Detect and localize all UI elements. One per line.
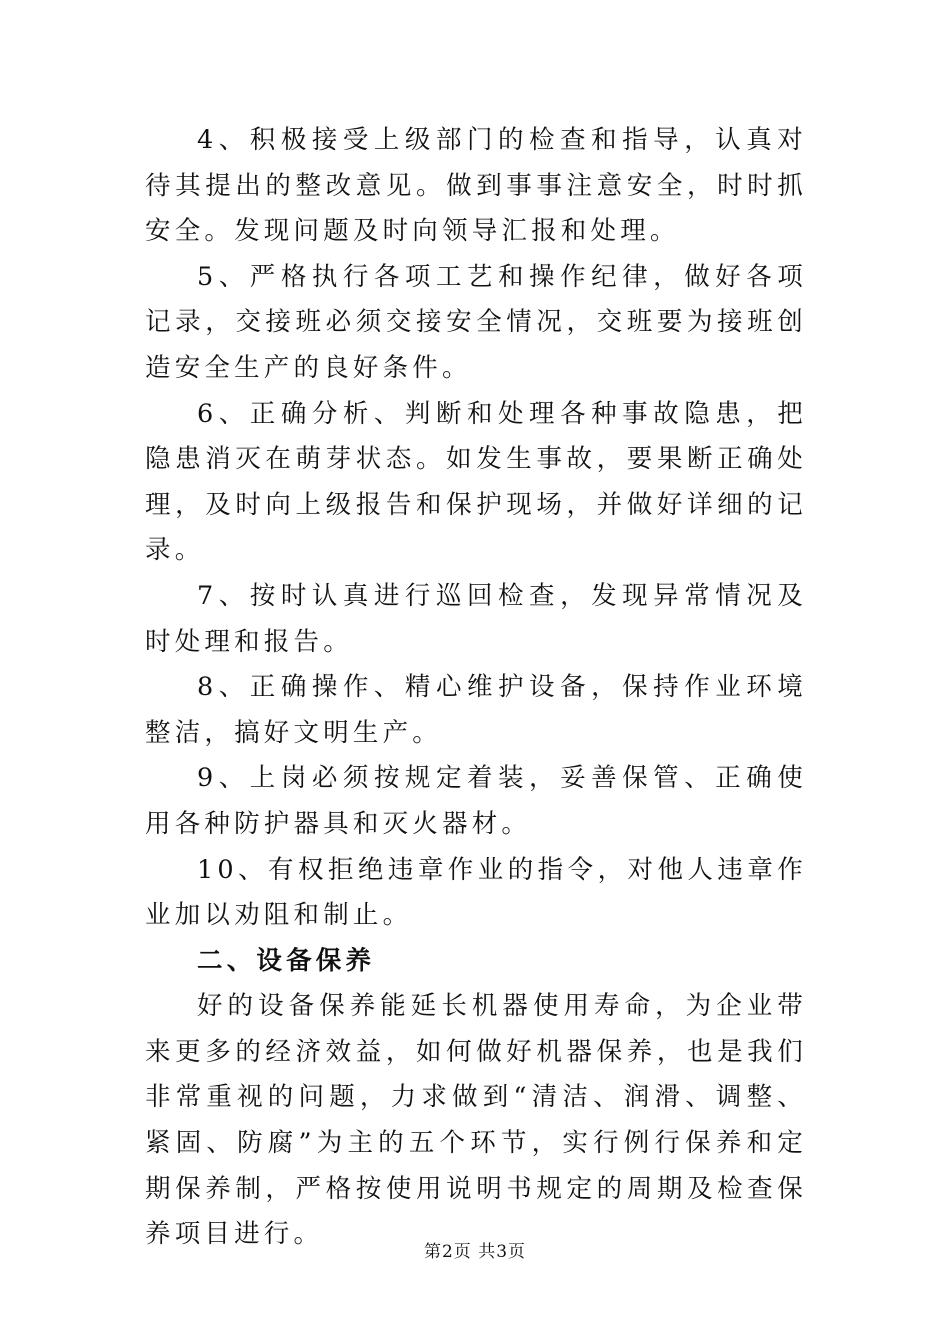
paragraph-item-5: 5、严格执行各项工艺和操作纪律，做好各项记录，交接班必须交接安全情况，交班要为接班创造安全生产的良好条件。 — [145, 261, 807, 383]
paragraph-item-8: 8、正确操作、精心维护设备，保持作业环境整洁，搞好文明生产。 — [145, 672, 807, 748]
paragraph-item-9: 9、上岗必须按规定着装，妥善保管、正确使用各种防护器具和灭火器材。 — [145, 763, 807, 839]
paragraph-item-10: 10、有权拒绝违章作业的指令，对他人违章作业加以劝阻和制止。 — [145, 854, 807, 931]
document-body — [145, 118, 807, 1258]
paragraph-item-6: 6、正确分析、判断和处理各种事故隐患，把隐患消灭在萌芽状态。如发生事故，要果断正确处理，及时向上级报告和保护现场，并做好详细的记录。 — [145, 398, 807, 566]
section-heading: 二、设备保养 — [197, 945, 376, 976]
paragraph-item-4: 4、积极接受上级部门的检查和指导，认真对待其提出的整改意见。做到事事注意安全，时时抓安全。发现问题及时向领导汇报和处理。 — [145, 125, 807, 247]
section-paragraph: 好的设备保养能延长机器使用寿命，为企业带来更多的经济效益，如何做好机器保养，也是我们非常重视的问题，力求做到“清洁、润滑、调整、紧固、防腐”为主的五个环节，实行例行保养和定期保养制，严格按使用说明书规定的周期及检查保养项目进行。 — [145, 991, 807, 1250]
page-number-footer: 第2页 共3页 — [423, 1242, 527, 1262]
paragraph-item-7: 7、按时认真进行巡回检查，发现异常情况及时处理和报告。 — [145, 580, 807, 657]
